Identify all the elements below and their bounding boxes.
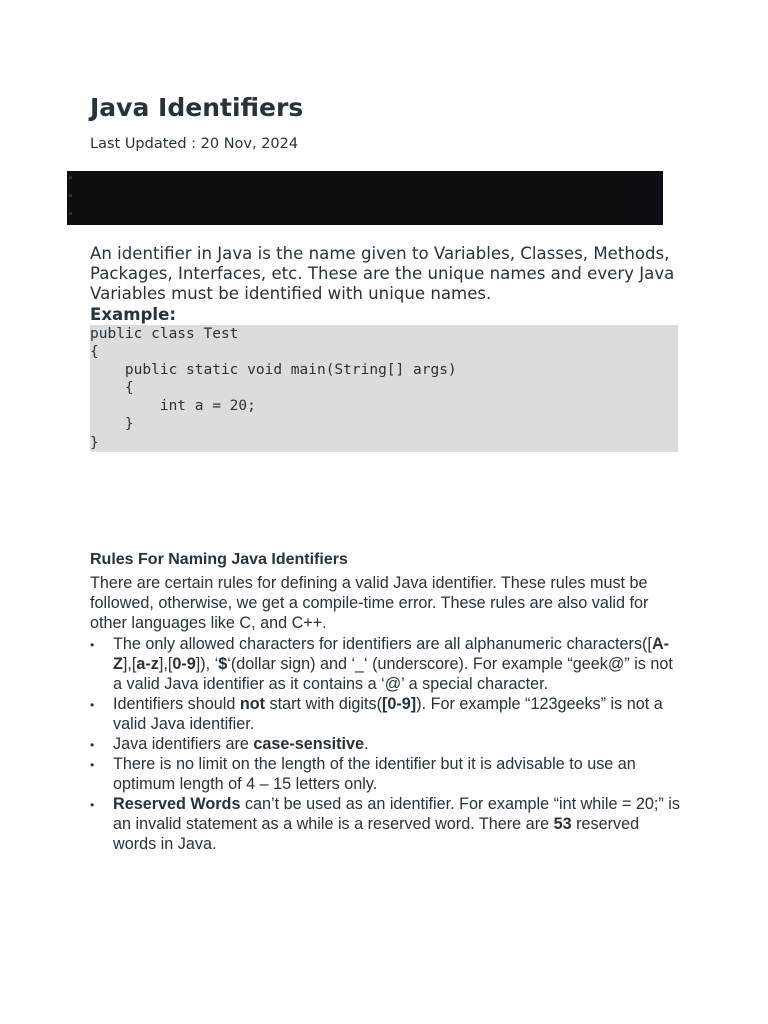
dark-banner [67,171,663,225]
rules-list [90,634,680,854]
bullet-icon: • [90,698,95,712]
code-line: int a = 20; [90,398,256,415]
example-label: Example: [90,305,176,324]
bullet-icon: • [90,758,95,772]
banner-dot [69,176,72,179]
list-item: • Reserved Words can’t be used as an identifier. For example “int while = 20;” is an invalid statement as a while is a reserved word. There are 53 reserved words in Java. [90,795,680,853]
banner-dot [69,212,72,215]
code-line: { [90,380,134,397]
banner-dot [69,194,72,197]
rules-intro-paragraph: There are certain rules for defining a valid Java identifier. These rules must be followed, otherwise, we get a compile-time error. These rules are also valid for other languages like C, and C++. [90,574,649,632]
code-line: } [90,434,99,451]
bullet-icon: • [90,738,95,752]
code-line: public class Test [90,326,239,342]
code-line: public static void main(String[] args) [90,362,457,379]
bullet-icon: • [90,638,95,652]
bullet-icon: • [90,798,95,812]
rules-heading: Rules For Naming Java Identifiers [90,551,348,568]
last-updated-date: Last Updated : 20 Nov, 2024 [90,136,299,152]
list-item: • Identifiers should not start with digits([0-9]). For example “123geeks” is not a valid Java identifier. [90,695,663,733]
code-line: { [90,344,99,361]
code-line: } [90,416,134,433]
code-block [90,325,678,452]
list-item: • There is no limit on the length of the identifier but it is advisable to use an optimum length of 4 – 15 letters only. [90,755,636,793]
list-item: • Java identifiers are case-sensitive. [90,734,680,754]
intro-paragraph: An identifier in Java is the name given to Variables, Classes, Methods, Packages, Interfaces, etc. These are the unique names and every Java Variables must be identified with unique names. [90,244,675,303]
list-item: • The only allowed characters for identifiers are all alphanumeric characters([A-Z],[a-z],[0-9]), ‘$‘(dollar sign) and ‘_‘ (underscore). For example “geek@” is not a valid Java identifier as it contains a ‘@’ a special character. [90,635,673,693]
page-title: Java Identifiers [90,93,304,122]
